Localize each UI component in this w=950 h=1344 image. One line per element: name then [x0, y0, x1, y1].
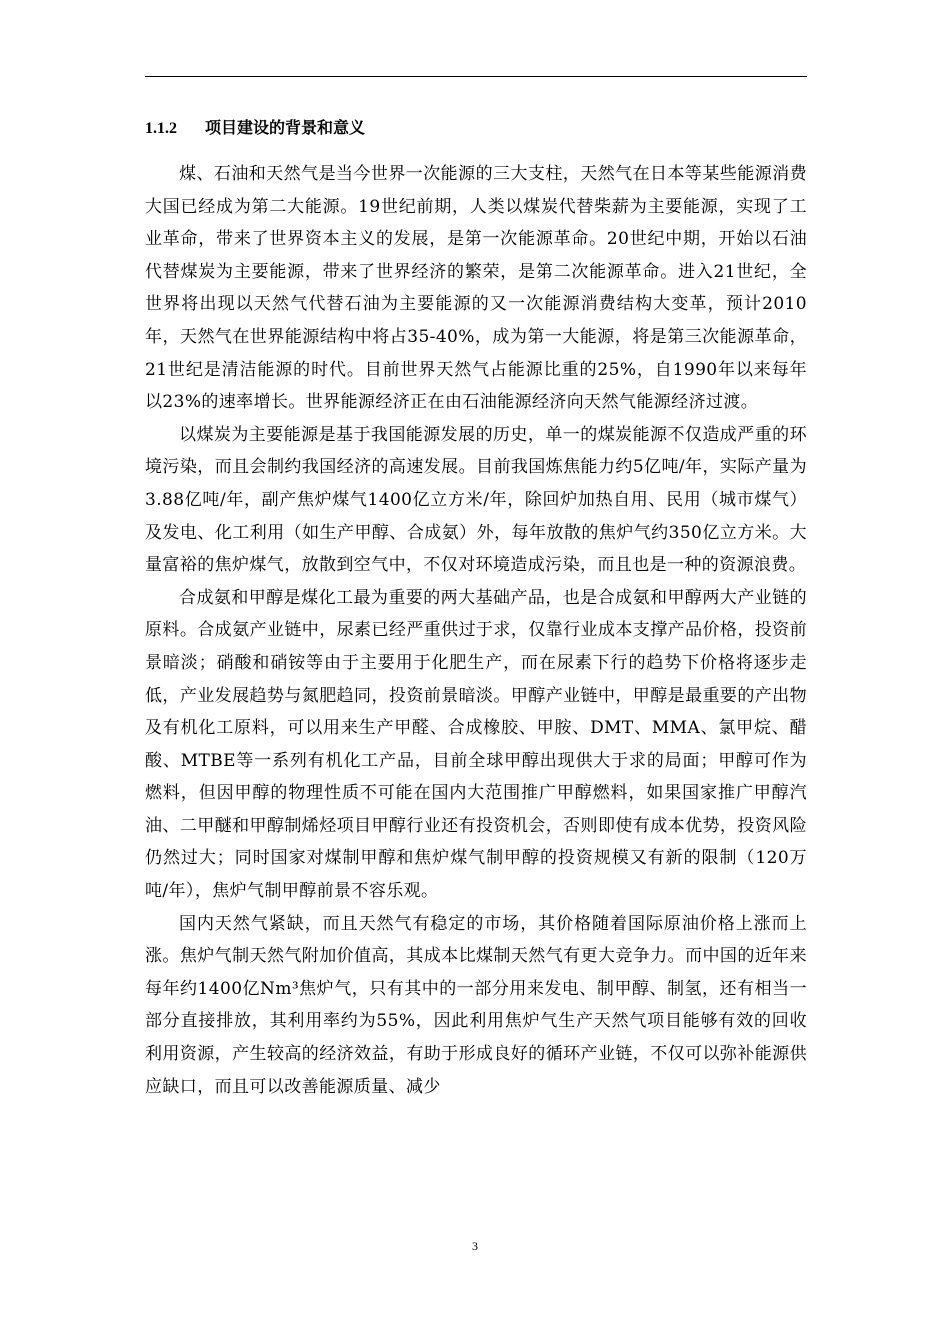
paragraph: 以煤炭为主要能源是基于我国能源发展的历史，单一的煤炭能源不仅造成严重的环境污染，而且会制约我国经济的高速发展。目前我国炼焦能力约5亿吨/年，实际产量为3.88亿吨/年，副产焦炉煤气1400亿立方米/年，除回炉加热自用、民用（城市煤气）及发电、化工利用（如生产甲醇、合成氨）外，每年放散的焦炉气约350亿立方米。大量富裕的焦炉煤气，放散到空气中，不仅对环境造成污染，而且也是一种的资源浪费。	[145, 424, 807, 576]
section-heading	[145, 116, 365, 141]
paragraph: 煤、石油和天然气是当今世界一次能源的三大支柱，天然气在日本等某些能源消费大国已经成为第二大能源。19世纪前期，人类以煤炭代替柴薪为主要能源，实现了工业革命，带来了世界资本主义的发展，是第一次能源革命。20世纪中期，开始以石油代替煤炭为主要能源，带来了世界经济的繁荣，是第二次能源革命。进入21世纪，全世界将出现以天然气代替石油为主要能源的又一次能源消费结构大变革，预计2010年，天然气在世界能源结构中将占35-40%，成为第一大能源，将是第三次能源革命，21世纪是清洁能源的时代。目前世界天然气占能源比重的25%，自1990年以来每年以23%的速率增长。世界能源经济正在由石油能源经济向天然气能源经济过渡。	[145, 164, 807, 413]
body-text	[145, 158, 807, 1103]
section-number: 1.1.2	[145, 120, 177, 137]
header-rule	[145, 76, 807, 77]
section-title: 项目建设的背景和意义	[205, 118, 366, 137]
paragraph: 合成氨和甲醇是煤化工最为重要的两大基础产品，也是合成氨和甲醇两大产业链的原料。合成氨产业链中，尿素已经严重供过于求，仅靠行业成本支撑产品价格，投资前景暗淡；硝酸和硝铵等由于主要用于化肥生产，而在尿素下行的趋势下价格将逐步走低，产业发展趋势与氮肥趋同，投资前景暗淡。甲醇产业链中，甲醇是最重要的产出物及有机化工原料，可以用来生产甲醛、合成橡胶、甲胺、DMT、MMA、氯甲烷、醋酸、MTBE等一系列有机化工产品，目前全球甲醇出现供大于求的局面；甲醇可作为燃料，但因甲醇的物理性质不可能在国内大范围推广甲醇燃料，如果国家推广甲醇汽油、二甲醚和甲醇制烯烃项目甲醇行业还有投资机会，否则即使有成本优势，投资风险仍然过大；同时国家对煤制甲醇和焦炉煤气制甲醇的投资规模又有新的限制（120万吨/年），焦炉气制甲醇前景不容乐观。	[145, 587, 807, 902]
paragraph: 国内天然气紧缺，而且天然气有稳定的市场，其价格随着国际原油价格上涨而上涨。焦炉气制天然气附加价值高，其成本比煤制天然气有更大竞争力。而中国的近年来每年约1400亿Nm³焦炉气，只有其中的一部分用来发电、制甲醇、制氢，还有相当一部分直接排放，其利用率约为55%，因此利用焦炉气生产天然气项目能够有效的回收利用资源，产生较高的经济效益，有助于形成良好的循环产业链，不仅可以弥补能源供应缺口，而且可以改善能源质量、减少	[145, 913, 807, 1097]
page-number: 3	[472, 1239, 478, 1253]
